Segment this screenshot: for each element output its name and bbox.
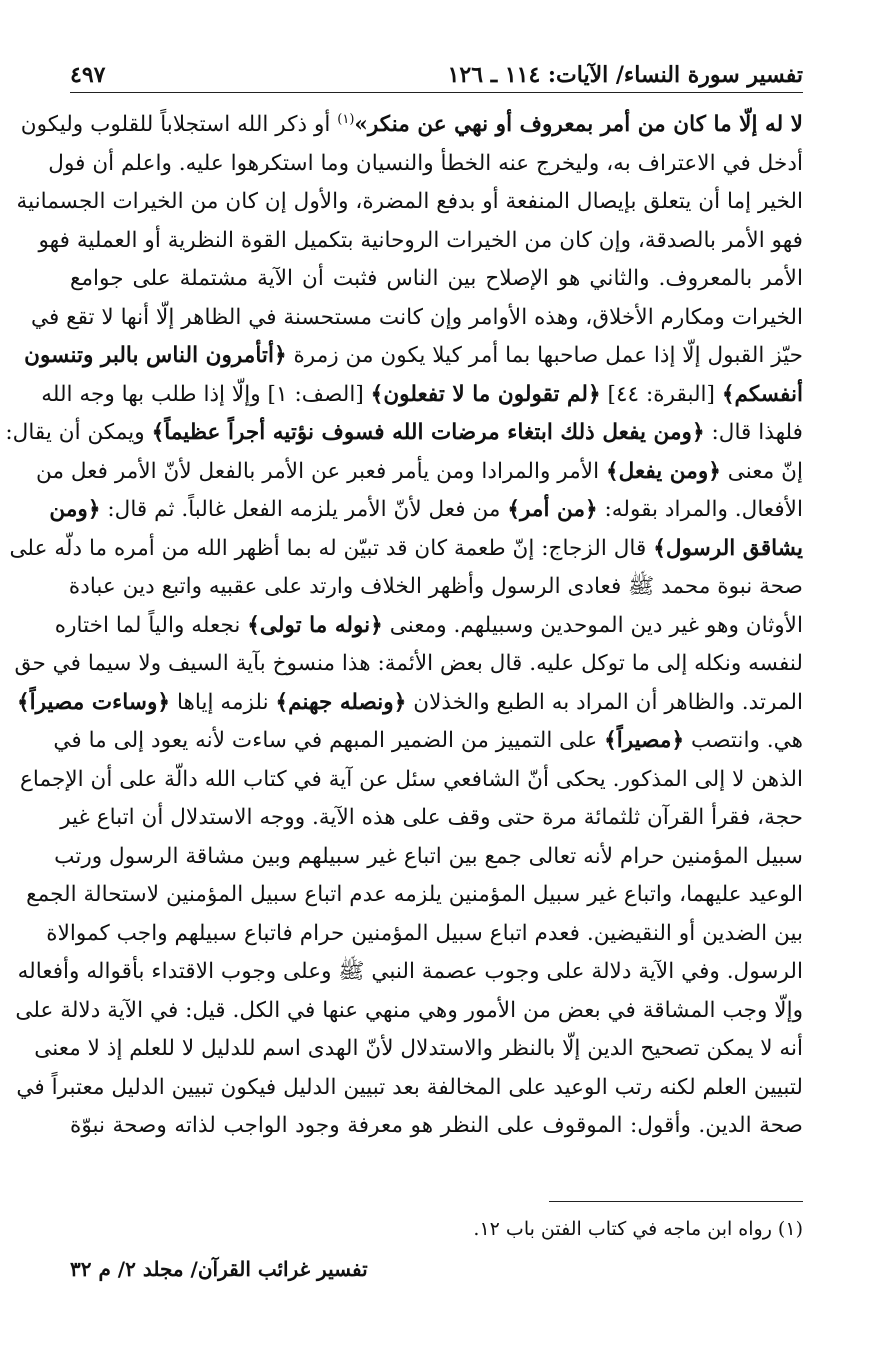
text-line (70, 568, 803, 607)
bold-quote: ﴿ونصله جهنم﴾ (275, 689, 407, 715)
text-segment: [البقرة: ٤٤] (600, 381, 722, 407)
text-segment: فهو الأمر بالصدقة، وإن كان من الخيرات الروحانية بتكميل القوة النظرية أو العملية فهو (38, 227, 803, 253)
text-segment: الخيرات ومكارم الأخلاق، وهذه الأوامر وإن كانت مستحسنة في الظاهر إلّا أنها لا تقع في (30, 304, 803, 330)
text-line (24, 337, 803, 376)
text-segment: ويمكن أن يقال: (5, 420, 152, 445)
text-segment: الأمر والمرادا ومن يأمر فعبر عن الأمر بالفعل لأنّ الأمر فعل من (36, 458, 606, 484)
text-segment: إنّ معنى (720, 458, 803, 484)
text-segment: نلزمه إياها (170, 689, 276, 715)
text-segment: [الصف: ١] وإلّا إذا طلب بها وجه الله (41, 381, 371, 407)
text-segment: المرتد. والظاهر أن المراد به الطبع والخذلان (406, 689, 803, 715)
bold-quote: ﴿ومن (49, 497, 101, 522)
signature-note: تفسير غرائب القرآن/ مجلد ٢/ م ٣٢ (70, 1257, 368, 1281)
text-line (15, 992, 803, 1031)
text-line (17, 953, 803, 992)
bold-quote: ﴿نوله ما تولى﴾ (247, 612, 383, 638)
text-segment: على التمييز من الضمير المبهم في ساءت لأنه يعود إلى ما في (53, 728, 605, 753)
bold-quote: ﴿من أمر﴾ (507, 497, 598, 522)
text-line (20, 106, 803, 145)
text-segment: صحة نبوة محمد ﷺ فعادى الرسول وأظهر الخلاف وارتد على عقبيه واتبع دين عبادة (68, 574, 803, 599)
bold-quote: ﴿لم تقولون ما لا تفعلون﴾ (370, 381, 601, 407)
text-segment: أو ذكر الله استجلاباً للقلوب وليكون (20, 112, 338, 137)
text-line (30, 299, 803, 338)
bold-quote: ﴿مصيراً﴾ (604, 728, 685, 753)
text-segment: الأفعال. والمراد بقوله: (597, 497, 803, 522)
text-segment: من فعل لأنّ الأمر يلزمه الفعل غالباً. ثم قال: (100, 497, 508, 522)
text-segment: نجعله والياً لما اختاره (54, 612, 248, 638)
text-line (16, 1069, 803, 1108)
footnote-separator (549, 1201, 803, 1202)
bold-quote: لا له إلّا ما كان من أمر بمعروف أو نهي عن منكر» (354, 112, 803, 137)
text-segment: لنفسه ونكله إلى ما توكل عليه. قال بعض الأئمة: هذا منسوخ بآية السيف ولا سيما في حق (14, 651, 803, 676)
text-segment: الوعيد عليهما، واتباع غير سبيل المؤمنين يلزمه عدم اتباع سبيل المؤمنين لاستحالة الجمع (26, 882, 803, 907)
bold-quote: ﴿ومن يفعل﴾ (605, 458, 721, 484)
text-segment: هي. وانتصب (684, 728, 803, 753)
text-line (70, 260, 803, 299)
text-segment: الذهن لا إلى المذكور. يحكى أنّ الشافعي سئل عن آية في كتاب الله دالّة على أن الإجماع (20, 766, 803, 792)
bold-quote: ﴿ومن يفعل ذلك ابتغاء مرضات الله فسوف نؤتيه أجراً عظيماً﴾ (151, 420, 705, 445)
footnote: (١) رواه ابن ماجه في كتاب الفتن باب ١٢. (473, 1218, 803, 1240)
text-line (48, 145, 803, 184)
text-line (34, 1030, 803, 1069)
text-line (9, 530, 803, 569)
text-line (60, 799, 803, 838)
footnote-marker: (١) (337, 111, 355, 127)
text-segment: بين الضدين أو النقيضين. فعدم اتباع سبيل المؤمنين حرام فاتباع سبيلهم واجب كموالاة (46, 920, 803, 946)
text-line (54, 607, 803, 646)
text-line (36, 453, 803, 492)
text-line (41, 376, 803, 415)
text-segment: الأمر بالمعروف. والثاني هو الإصلاح بين الناس فثبت أن الآية مشتملة على جوامع (70, 266, 803, 291)
text-segment: أنه لا يمكن تصحيح الدين إلّا بالنظر والاستدلال لأنّ الهدى اسم للدليل لا للعلم إذ لا معنى (34, 1036, 803, 1061)
text-line (16, 183, 803, 222)
text-line (20, 761, 803, 800)
text-line (26, 876, 803, 915)
text-segment: فلهذا قال: (704, 420, 803, 445)
text-segment: حيّز القبول إلّا إذا عمل صاحبها بما أمر كيلا يكون من زمرة (286, 343, 803, 368)
bold-quote: ﴿وساءت مصيراً﴾ (16, 689, 171, 715)
page-number: ٤٩٧ (70, 62, 106, 88)
text-line (53, 722, 803, 761)
text-segment: وإلّا وجب المشاقة في بعض من الأمور وهي منهي عنها في الكل. قيل: في الآية دلالة على (15, 997, 803, 1023)
bold-quote: أنفسكم﴾ (721, 381, 803, 407)
text-line (46, 915, 803, 954)
text-segment: سبيل المؤمنين حرام لأنه تعالى جمع بين اتباع غير سبيلهم وبين مشاقة الرسول ورتب (54, 843, 803, 869)
main-text (5, 106, 803, 1146)
text-segment: أدخل في الاعتراف به، وليخرج عنه الخطأ والنسيان وما استكرهوا عليه. واعلم أن فول (48, 150, 803, 176)
text-segment: صحة الدين. وأقول: الموقوف على النظر هو معرفة وجود الواجب لذاته وصحة نبوّة (70, 1113, 803, 1138)
text-segment: حجة، فقرأ القرآن ثلثمائة مرة حتى وقف على هذه الآية. ووجه الاستدلال أن اتباع غير (60, 805, 803, 830)
bold-quote: يشاقق الرسول﴾ (653, 535, 803, 561)
text-line (14, 645, 803, 684)
text-segment: الأوثان وهو غير دين الموحدين وسبيلهم. ومعنى (382, 612, 803, 638)
text-line (49, 491, 803, 530)
text-line (5, 414, 803, 453)
text-segment: قال الزجاج: إنّ طعمة كان قد تبيّن له بما أظهر الله من أمره ما دلّه على (9, 535, 654, 561)
text-line (70, 1107, 803, 1146)
text-segment: الخير إما أن يتعلق بإيصال المنفعة أو بدفع المضرة، والأول إن كان من الخيرات الجسمانية (16, 189, 803, 214)
header-title: تفسير سورة النساء/ الآيات: ١١٤ ـ ١٢٦ (447, 62, 803, 88)
text-line (16, 684, 803, 723)
text-segment: الرسول. وفي الآية دلالة على وجوب عصمة النبي ﷺ وعلى وجوب الاقتداء بأقواله وأفعاله (17, 959, 803, 984)
text-line (38, 222, 803, 261)
text-segment: لتبيين العلم لكنه رتب الوعيد على المخالفة بعد تبيين الدليل فيكون تبيين الدليل معتبراً في (16, 1074, 803, 1100)
running-header (70, 56, 803, 93)
text-line (54, 838, 803, 877)
bold-quote: ﴿أتأمرون الناس بالبر وتنسون (24, 343, 287, 368)
